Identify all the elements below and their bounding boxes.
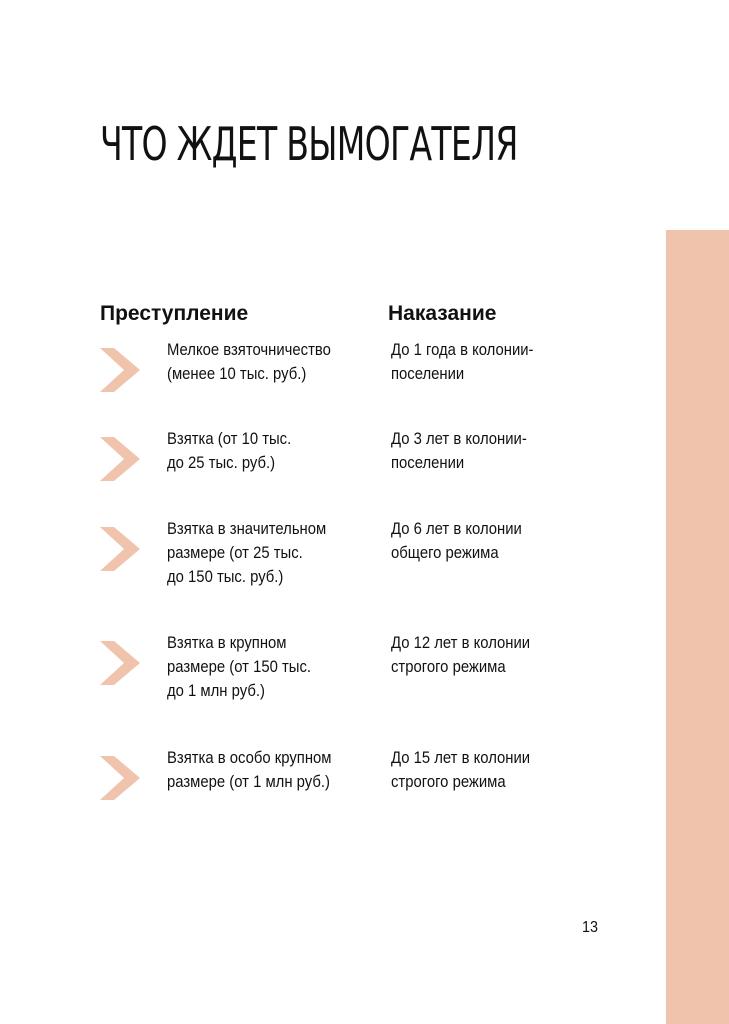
chevron-right-icon [100, 437, 140, 481]
side-color-band [666, 230, 729, 1024]
chevron-right-icon [100, 756, 140, 800]
crime-cell: Взятка в крупном размере (от 150 тыс. до 1 млн руб.) [167, 634, 312, 700]
crime-cell: Взятка в особо крупном размере (от 1 млн руб.) [167, 749, 332, 791]
page-number: 13 [582, 919, 599, 936]
punishment-cell: До 3 лет в колонии- поселении [391, 430, 527, 472]
crime-cell: Мелкое взяточничество (менее 10 тыс. руб.) [167, 341, 331, 383]
crime-cell: Взятка в значительном размере (от 25 тыс. до 150 тыс. руб.) [167, 520, 327, 586]
chevron-right-icon [100, 527, 140, 571]
punishment-cell: До 1 года в колонии- поселении [391, 341, 534, 383]
punishment-cell: До 6 лет в колонии общего режима [391, 520, 522, 562]
crime-cell: Взятка (от 10 тыс. до 25 тыс. руб.) [167, 430, 292, 472]
punishment-cell: До 12 лет в колонии строгого режима [391, 634, 531, 676]
crime-column-header: Преступление [100, 302, 249, 325]
punishment-column-header: Наказание [388, 302, 497, 325]
punishment-cell: До 15 лет в колонии строгого режима [391, 749, 531, 791]
page-title: ЧТО ЖДЕТ ВЫМОГАТЕЛЯ [100, 117, 518, 171]
chevron-right-icon [100, 641, 140, 685]
chevron-right-icon [100, 348, 140, 392]
